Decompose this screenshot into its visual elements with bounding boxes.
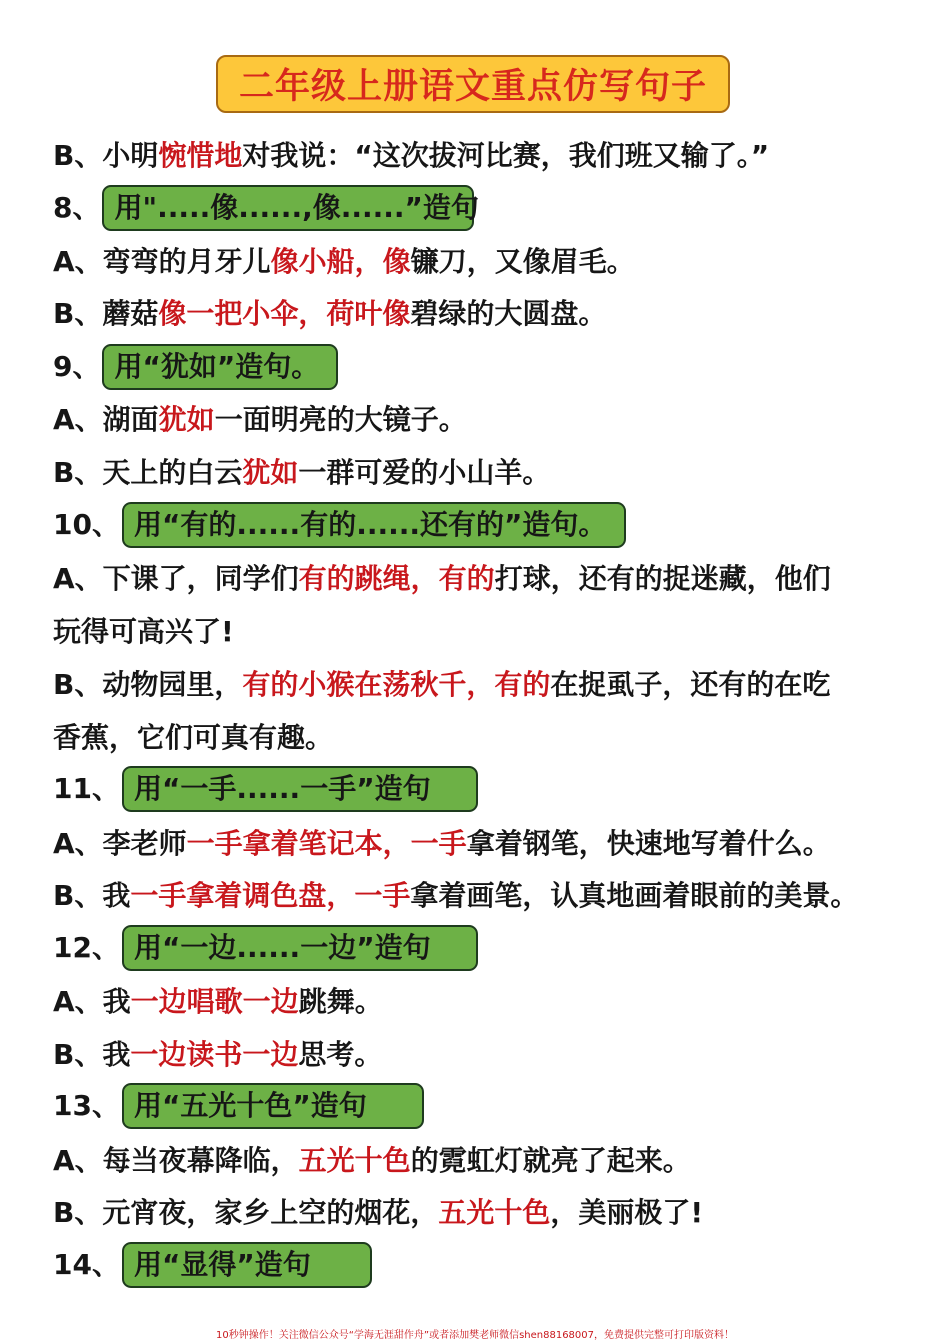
exercise-heading bbox=[53, 1243, 372, 1287]
sentence-text: 碧绿的大圆盘。 bbox=[410, 297, 607, 330]
example-sentence bbox=[53, 1139, 691, 1183]
exercise-prompt-tag: 用“一边......一边”造句 bbox=[122, 925, 478, 971]
exercise-heading bbox=[53, 926, 478, 970]
highlight-phrase: 有的小猴在荡秋千，有的 bbox=[242, 668, 551, 701]
example-sentence bbox=[53, 1191, 703, 1235]
example-sentence bbox=[53, 822, 831, 866]
exercise-prompt-tag: 用“一手......一手”造句 bbox=[122, 766, 478, 812]
highlight-phrase: 一手拿着笔记本，一手 bbox=[186, 827, 467, 860]
exercise-prompt-tag: 用“犹如”造句。 bbox=[102, 344, 338, 390]
sentence-text: 玩得可高兴了! bbox=[53, 615, 234, 648]
example-sentence bbox=[53, 134, 769, 178]
exercise-number: 12、 bbox=[53, 931, 120, 964]
highlight-phrase: 一边读书一边 bbox=[130, 1038, 299, 1071]
exercise-prompt-tag: 用“五光十色”造句 bbox=[122, 1083, 424, 1129]
sentence-text: 香蕉，它们可真有趣。 bbox=[53, 721, 334, 754]
sentence-text: 跳舞。 bbox=[298, 985, 383, 1018]
highlight-phrase: 像一把小伞，荷叶像 bbox=[158, 297, 411, 330]
exercise-number: 8、 bbox=[53, 191, 101, 224]
example-sentence bbox=[53, 398, 467, 442]
sentence-text: B、蘑菇 bbox=[53, 297, 159, 330]
exercise-number: 9、 bbox=[53, 350, 101, 383]
highlight-phrase: 五光十色 bbox=[438, 1196, 551, 1229]
exercise-heading bbox=[53, 767, 478, 811]
highlight-phrase: 犹如 bbox=[158, 403, 215, 436]
sentence-text: 的霓虹灯就亮了起来。 bbox=[410, 1144, 691, 1177]
example-sentence bbox=[53, 240, 635, 284]
sentence-text: A、下课了，同学们 bbox=[53, 562, 299, 595]
highlight-phrase: 五光十色 bbox=[298, 1144, 411, 1177]
exercise-number: 13、 bbox=[53, 1089, 120, 1122]
sentence-text: A、弯弯的月牙儿 bbox=[53, 245, 271, 278]
sentence-text: A、湖面 bbox=[53, 403, 159, 436]
example-sentence bbox=[53, 1033, 382, 1077]
example-sentence bbox=[53, 557, 831, 601]
sentence-text: A、我 bbox=[53, 985, 131, 1018]
sentence-text: B、我 bbox=[53, 1038, 131, 1071]
example-sentence bbox=[53, 663, 830, 707]
example-sentence bbox=[53, 980, 383, 1024]
sentence-text: 一面明亮的大镜子。 bbox=[214, 403, 467, 436]
example-sentence bbox=[53, 716, 333, 760]
sentence-text: 打球，还有的捉迷藏，他们 bbox=[494, 562, 831, 595]
sentence-text: A、每当夜幕降临， bbox=[53, 1144, 299, 1177]
sentence-text: 拿着钢笔，快速地写着什么。 bbox=[466, 827, 831, 860]
example-sentence bbox=[53, 292, 606, 336]
sentence-text: B、元宵夜，家乡上空的烟花， bbox=[53, 1196, 439, 1229]
exercise-heading bbox=[53, 186, 479, 230]
sentence-text: 思考。 bbox=[298, 1038, 383, 1071]
highlight-phrase: 一手拿着调色盘，一手 bbox=[130, 879, 411, 912]
footer-note: 10秒钟操作！关注微信公众号“学海无涯甜作舟”或者添加樊老师微信shen88168007，免费提供完整可打印版资料！ bbox=[215, 1330, 735, 1341]
highlight-phrase: 犹如 bbox=[242, 456, 299, 489]
exercise-number: 14、 bbox=[53, 1248, 120, 1281]
exercise-heading bbox=[53, 1084, 424, 1128]
highlight-phrase: 惋惜地 bbox=[158, 139, 243, 172]
exercise-prompt-tag: 用“有的......有的......还有的”造句。 bbox=[122, 502, 626, 548]
example-sentence bbox=[53, 874, 858, 918]
exercise-prompt-tag: 用“显得”造句 bbox=[122, 1242, 372, 1288]
sentence-text: 拿着画笔，认真地画着眼前的美景。 bbox=[410, 879, 859, 912]
example-sentence bbox=[53, 610, 234, 654]
sentence-text: 镰刀，又像眉毛。 bbox=[410, 245, 635, 278]
sentence-text: B、我 bbox=[53, 879, 131, 912]
sentence-text: B、小明 bbox=[53, 139, 159, 172]
sentence-text: A、李老师 bbox=[53, 827, 187, 860]
sentence-text: 一群可爱的小山羊。 bbox=[298, 456, 551, 489]
example-sentence bbox=[53, 451, 550, 495]
exercise-number: 10、 bbox=[53, 508, 120, 541]
page-title: 二年级上册语文重点仿写句子 bbox=[238, 67, 707, 107]
title-banner bbox=[216, 55, 730, 113]
highlight-phrase: 像小船，像 bbox=[270, 245, 411, 278]
sentence-text: 在捉虱子，还有的在吃 bbox=[550, 668, 831, 701]
highlight-phrase: 有的跳绳，有的 bbox=[298, 562, 495, 595]
sentence-text: 对我说：“这次拔河比赛，我们班又输了。” bbox=[242, 139, 770, 172]
exercise-heading bbox=[53, 503, 626, 547]
sentence-text: B、天上的白云 bbox=[53, 456, 243, 489]
exercise-heading bbox=[53, 345, 338, 389]
highlight-phrase: 一边唱歌一边 bbox=[130, 985, 299, 1018]
exercise-number: 11、 bbox=[53, 772, 120, 805]
exercise-prompt-tag: 用".....像......,像......”造句 bbox=[102, 185, 474, 231]
sentence-text: ，美丽极了! bbox=[550, 1196, 704, 1229]
sentence-text: B、动物园里， bbox=[53, 668, 243, 701]
